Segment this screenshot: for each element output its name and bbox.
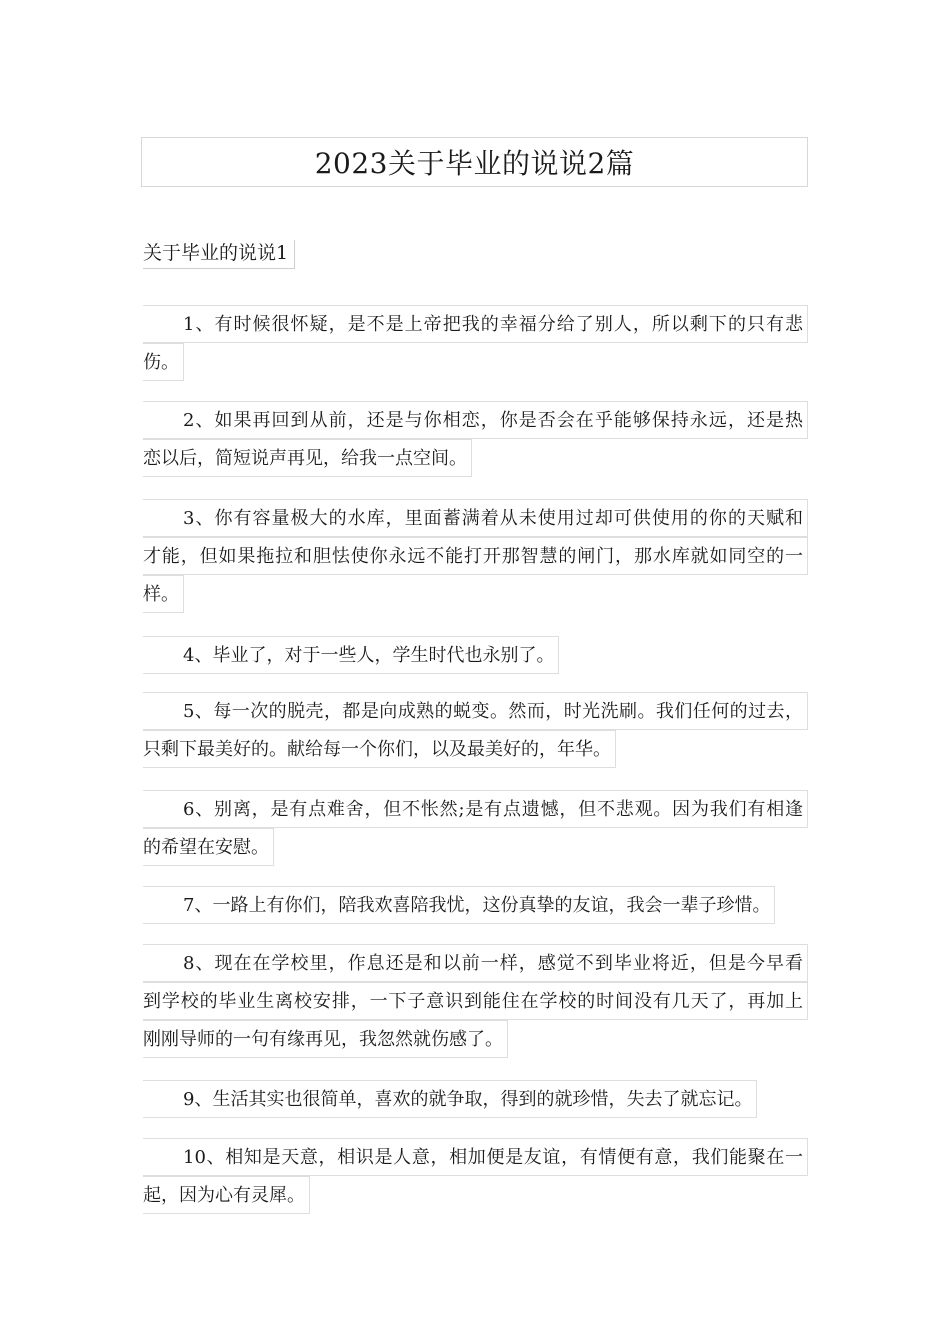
paragraph-line: 3、你有容量极大的水库，里面蓄满着从未使用过却可供使用的你的天赋和 [143,499,808,537]
paragraph-line: 2、如果再回到从前，还是与你相恋，你是否会在乎能够保持永远，还是热 [143,401,808,439]
paragraph-1 [143,305,808,381]
paragraph-5 [143,692,808,768]
paragraph-6 [143,790,808,866]
paragraph-line: 刚刚导师的一句有缘再见，我忽然就伤感了。 [143,1020,508,1058]
section-heading: 关于毕业的说说1 [143,240,295,269]
paragraph-line: 5、每一次的脱壳，都是向成熟的蜕变。然而，时光洗刷。我们任何的过去， [143,692,808,730]
paragraph-line: 1、有时候很怀疑，是不是上帝把我的幸福分给了别人，所以剩下的只有悲 [143,305,808,343]
paragraph-line: 恋以后，简短说声再见，给我一点空间。 [143,439,472,477]
document-title: 2023关于毕业的说说2篇 [314,147,635,180]
paragraph-9 [143,1080,808,1118]
paragraph-line: 样。 [143,575,184,613]
paragraph-line: 10、相知是天意，相识是人意，相加便是友谊，有情便有意，我们能聚在一 [143,1138,808,1176]
paragraph-line: 4、毕业了，对于一些人，学生时代也永别了。 [143,636,559,674]
paragraph-4 [143,636,808,674]
paragraph-8 [143,944,808,1058]
paragraph-line: 起，因为心有灵犀。 [143,1176,310,1214]
paragraph-line: 的希望在安慰。 [143,828,274,866]
paragraph-line: 到学校的毕业生离校安排，一下子意识到能住在学校的时间没有几天了，再加上 [143,982,808,1020]
paragraph-10 [143,1138,808,1214]
paragraph-3 [143,499,808,613]
paragraph-7 [143,886,808,924]
paragraph-line: 7、一路上有你们，陪我欢喜陪我忧，这份真挚的友谊，我会一辈子珍惜。 [143,886,775,924]
paragraph-line: 才能，但如果拖拉和胆怯使你永远不能打开那智慧的闸门，那水库就如同空的一 [143,537,808,575]
paragraph-line: 只剩下最美好的。献给每一个你们，以及最美好的，年华。 [143,730,616,768]
paragraph-line: 伤。 [143,343,184,381]
paragraph-line: 6、别离，是有点难舍，但不怅然;是有点遗憾，但不悲观。因为我们有相逢 [143,790,808,828]
paragraph-line: 8、现在在学校里，作息还是和以前一样，感觉不到毕业将近，但是今早看 [143,944,808,982]
paragraph-2 [143,401,808,477]
paragraph-line: 9、生活其实也很简单，喜欢的就争取，得到的就珍惜，失去了就忘记。 [143,1080,757,1118]
title-box [141,137,808,187]
